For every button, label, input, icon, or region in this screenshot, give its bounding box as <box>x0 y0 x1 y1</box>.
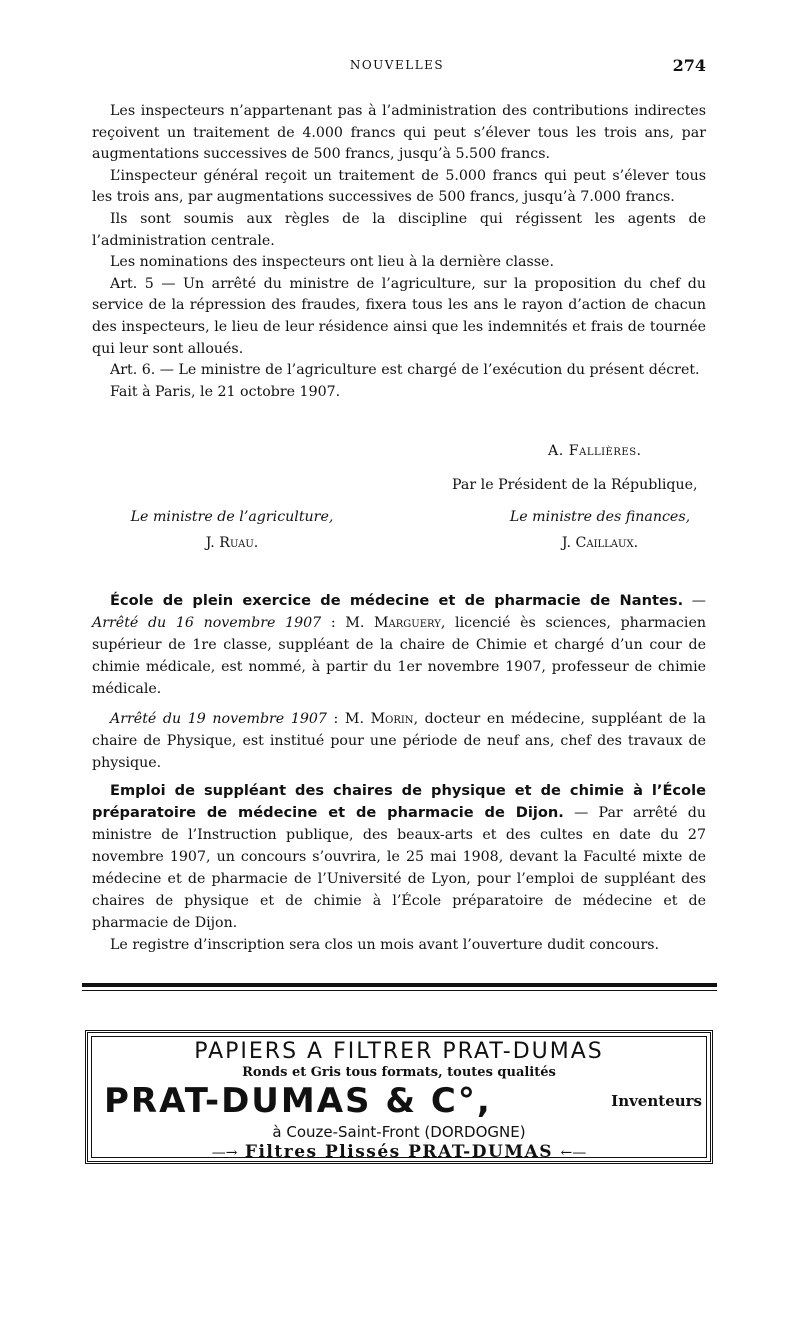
decree-paragraph: Ils sont soumis aux règles de la discipline qui régissent les agents de l’administration centrale. <box>92 210 706 249</box>
section-divider <box>82 983 717 987</box>
running-title: NOUVELLES <box>349 58 445 72</box>
nantes-paragraph-2 <box>92 708 706 774</box>
president-signature: A. Fallières. <box>548 443 642 459</box>
minister-finances-signature <box>480 509 720 551</box>
text-run: : M. <box>326 711 371 727</box>
minister-role: Le ministre de l’agriculture, <box>130 509 334 525</box>
par-le-president: Par le Président de la République, <box>452 477 698 493</box>
decree-article-6: Art. 6. — Le ministre de l’agriculture est chargé de l’exécution du présent décret. <box>110 362 700 379</box>
decree-text <box>92 101 706 403</box>
minister-role: Le ministre des finances, <box>509 509 691 525</box>
advert-title: PAPIERS A FILTRER PRAT-DUMAS <box>194 1039 604 1064</box>
text-run: : M. <box>321 615 375 631</box>
advert-brand: PRAT-DUMAS & C°, <box>104 1081 492 1121</box>
page-number: 274 <box>672 56 706 75</box>
running-header <box>88 58 706 80</box>
minister-name: J. Caillaux. <box>561 535 639 551</box>
decree-paragraph: L’inspecteur général reçoit un traitement de 5.000 francs qui peut s’élever tous les trois ans, par augmentations successives de 500 francs, jusqu’à 7.000 francs. <box>92 167 706 206</box>
advert-subtitle: Ronds et Gris tous formats, toutes qualités <box>242 1065 556 1080</box>
arrow-right-icon: —→ <box>211 1145 238 1161</box>
minister-name: J. Ruau. <box>205 535 259 551</box>
person-name: Morin <box>370 711 414 727</box>
advertisement-box <box>85 1030 713 1164</box>
arrete-date: Arrêté du 16 novembre 1907 <box>92 615 322 631</box>
dijon-paragraph-1 <box>92 780 706 934</box>
text-run: — Par arrêté du ministre de l’Instruction publique, des beaux-arts et des cultes en date du 27 novembre 1907, un concours s’ouvrira, le 25 mai 1908, devant la Faculté mixte de médecine et de pharmacie de l’Université de Lyon, pour l’emploi de suppléant des chaires de physique et de chimie à l’École préparatoire de médecine et de pharmacie de Dijon. <box>92 805 706 931</box>
advert-filters-line <box>88 1142 710 1162</box>
nantes-paragraph-1 <box>92 590 706 700</box>
advert-location: à Couze-Saint-Front (DORDOGNE) <box>272 1123 526 1141</box>
text-run: , docteur en médecine, suppléant de la chaire de Physique, est institué pour une période de neuf ans, chef des travaux de physique. <box>92 711 706 771</box>
dijon-paragraph-2: Le registre d’inscription sera clos un mois avant l’ouverture dudit concours. <box>110 937 660 953</box>
nantes-headline: École de plein exercice de médecine et de pharmacie de Nantes. <box>110 592 684 609</box>
section-divider-thin <box>82 990 717 991</box>
minister-agriculture-signature <box>112 509 352 551</box>
dijon-headline: Emploi de suppléant des chaires de physique et de chimie à l’École préparatoire de médecine et de pharmacie de Dijon. <box>92 782 706 821</box>
text-run: , licencié ès sciences, pharmacien supérieur de 1re classe, suppléant de la chaire de Chimie et chargé d’un cour de chimie médicale, est nommé, à partir du 1er novembre 1907, professeur de chimie médicale. <box>92 615 706 697</box>
person-name: Marguery <box>374 615 441 631</box>
decree-paragraph: Les inspecteurs n’appartenant pas à l’administration des contributions indirectes reçoivent un traitement de 4.000 francs qui peut s’élever tous les trois ans, par augmentations successives de 500 francs, jusqu’à 5.500 francs. <box>92 103 706 163</box>
dash: — <box>683 593 706 609</box>
arrow-left-icon: ←— <box>560 1145 587 1161</box>
advert-filters-text: Filtres Plissés PRAT-DUMAS <box>244 1142 554 1162</box>
nantes-section <box>92 590 706 774</box>
decree-paragraph: Les nominations des inspecteurs ont lieu à la dernière classe. <box>110 254 554 271</box>
decree-date: Fait à Paris, le 21 octobre 1907. <box>110 383 341 400</box>
arrete-date: Arrêté du 19 novembre 1907 <box>110 711 327 727</box>
advert-inventors: Inventeurs <box>611 1092 702 1110</box>
dijon-section <box>92 780 706 956</box>
decree-article-5: Art. 5 — Un arrêté du ministre de l’agriculture, sur la proposition du chef du service de la répression des fraudes, fixera tous les ans le rayon d’action de chacun des inspecteurs, le lieu de leur résidence ainsi que les indemnités et frais de tournée qui leur sont alloués. <box>92 275 706 357</box>
